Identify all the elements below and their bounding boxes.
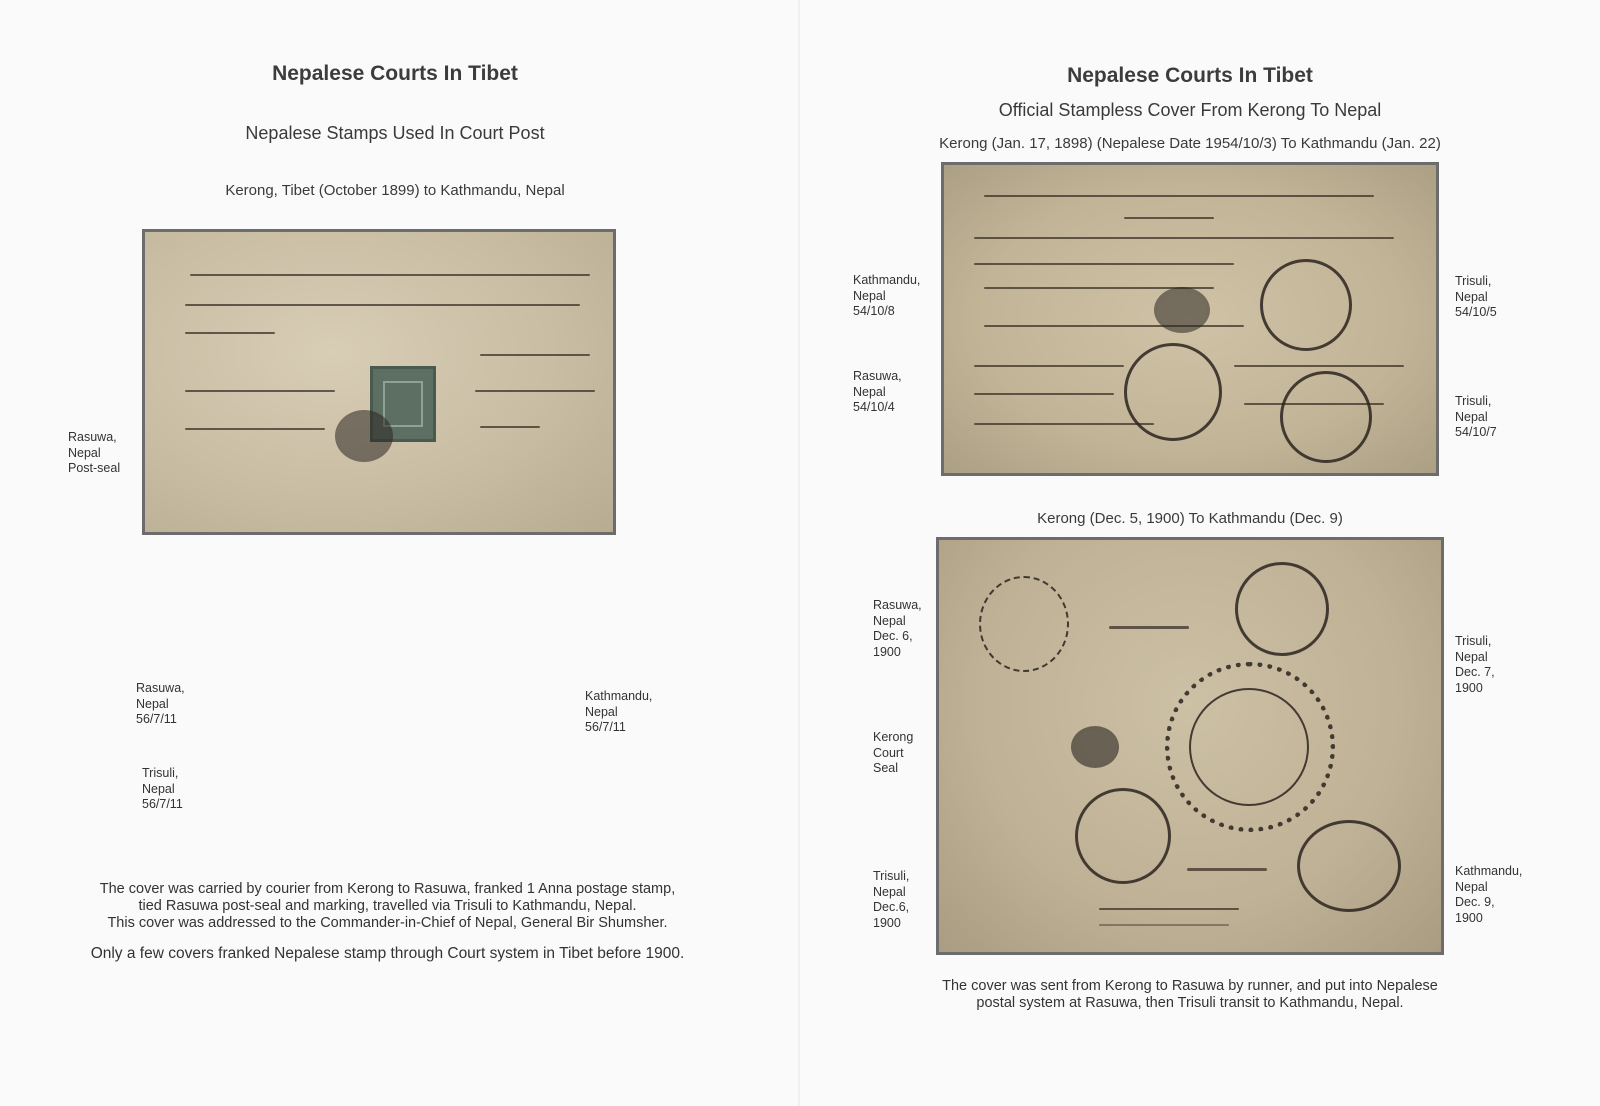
right-page-subtitle: Official Stampless Cover From Kerong To Nepal [998,100,1382,120]
label-kathmandu-54-10-8: Kathmandu, Nepal 54/10/8 [853,273,921,318]
left-page-subtitle: Nepalese Stamps Used In Court Post [245,123,545,143]
right-description: The cover was sent from Kerong to Rasuwa by runner, and put into Nepalese postal system at Rasuwa, then Trisuli transit to Kathmandu, Nepal. [942,978,1438,1011]
trisuli-dec7-seal [1235,562,1329,656]
kerong-1898-cover-image [941,162,1439,476]
label-trisuli-56-7-11: Trisuli, Nepal 56/7/11 [142,766,183,811]
trisuli-dec6-seal [1075,788,1171,884]
right-cover2-caption: Kerong (Dec. 5, 1900) To Kathmandu (Dec. 9) [1037,510,1343,527]
rasuwa-post-seal-image [335,410,393,462]
label-rasuwa-56-7-11: Rasuwa, Nepal 56/7/11 [136,681,185,726]
left-description: The cover was carried by courier from Kerong to Rasuwa, franked 1 Anna postage stamp, tied Rasuwa post-seal and marking, travelled via Trisuli to Kathmandu, Nepal. This cover was addressed to the Commander-in-Chief of Nepal, General Bir Shumsher. [99,881,676,931]
kerong-1900-cover-image [936,537,1444,955]
left-cover-caption: Kerong, Tibet (October 1899) to Kathmandu, Nepal [225,182,565,199]
left-page-title: Nepalese Courts In Tibet [272,62,518,85]
label-rasuwa-post-seal: Rasuwa, Nepal Post-seal [68,430,121,475]
left-note: Only a few covers franked Nepalese stamp through Court system in Tibet before 1900. [90,945,685,962]
trisuli-54-10-5-seal [1260,259,1352,351]
rasuwa-dec6-seal [979,576,1069,672]
kathmandu-dec9-seal [1297,820,1401,912]
right-album-page [800,0,1600,1106]
label-kerong-court-seal: Kerong Court Seal [873,730,914,775]
trisuli-54-10-7-seal [1280,371,1372,463]
label-trisuli-54-10-5: Trisuli, Nepal 54/10/5 [1455,274,1497,319]
label-trisuli-dec6-1900: Trisuli, Nepal Dec.6, 1900 [873,869,910,930]
kerong-court-seal [1071,726,1119,768]
right-cover1-caption: Kerong (Jan. 17, 1898) (Nepalese Date 1954/10/3) To Kathmandu (Jan. 22) [939,135,1441,152]
right-page-title: Nepalese Courts In Tibet [1067,64,1313,87]
rasuwa-54-10-4-seal [1124,343,1222,441]
label-kathmandu-dec9-1900: Kathmandu, Nepal Dec. 9, 1900 [1455,864,1523,925]
label-trisuli-54-10-7: Trisuli, Nepal 54/10/7 [1455,394,1497,439]
kerong-1899-cover-image [142,229,616,535]
kathmandu-54-10-8-seal [1154,287,1210,333]
label-rasuwa-dec6-1900: Rasuwa, Nepal Dec. 6, 1900 [873,598,922,659]
label-trisuli-dec7-1900: Trisuli, Nepal Dec. 7, 1900 [1455,634,1495,695]
label-rasuwa-54-10-4: Rasuwa, Nepal 54/10/4 [853,369,902,414]
label-kathmandu-56-7-11: Kathmandu, Nepal 56/7/11 [585,689,653,734]
